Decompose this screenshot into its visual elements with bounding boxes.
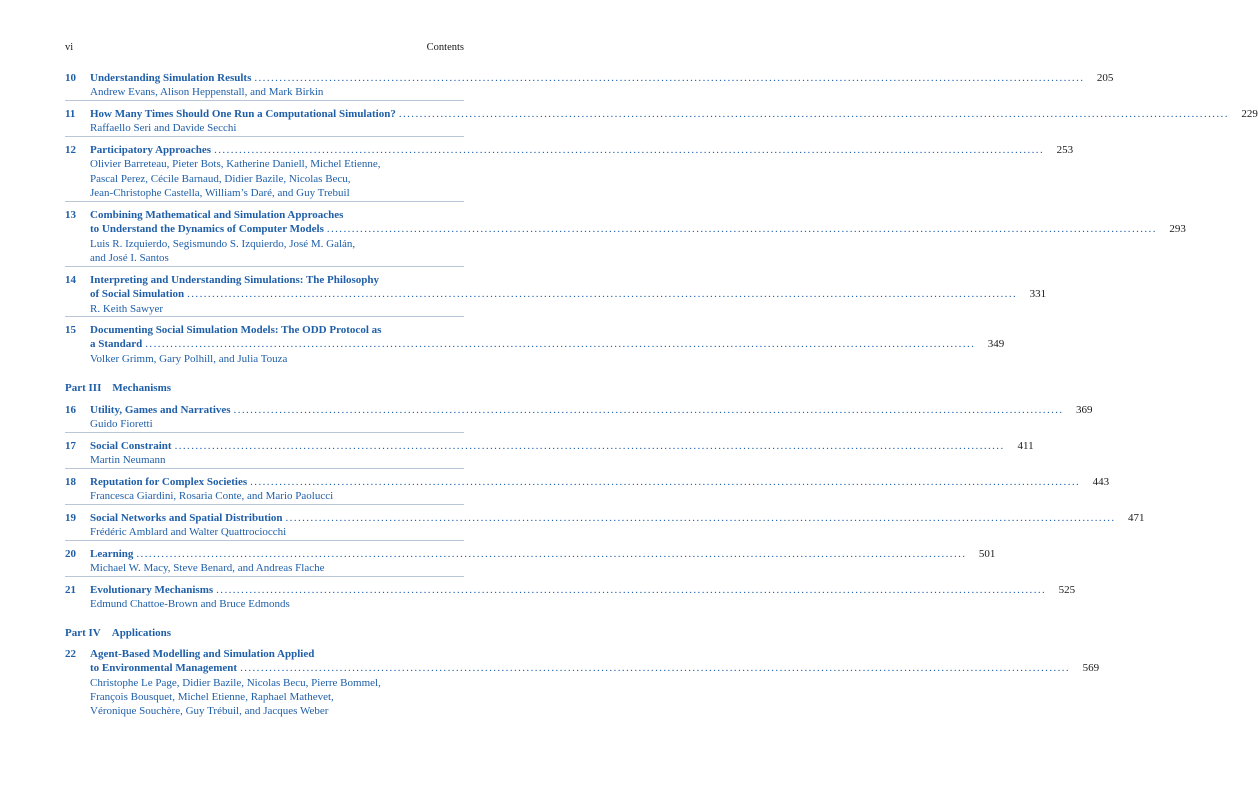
chapter-title-line [90,323,464,337]
dot-leader: ........................................................................................................................................................................................................ [216,584,1047,596]
chapter-title-line [90,547,996,561]
chapter-title-line [90,439,1034,453]
chapter-title[interactable]: Understanding Simulation Results [90,72,252,84]
chapter-title[interactable]: Learning [90,548,134,560]
chapter-title-line [90,337,1005,351]
chapter-title-line [90,273,464,287]
dot-leader: ........................................................................................................................................................................................................ [285,512,1116,524]
chapter-authors: Volker Grimm, Gary Polhill, and Julia Touza [90,352,288,365]
page-number[interactable]: 205 [1096,72,1114,84]
chapter-title[interactable]: to Environmental Management [90,662,238,675]
dot-leader: ........................................................................................................................................................................................................ [187,288,1018,301]
part-title: Applications [111,627,172,639]
chapter-body [90,71,1114,100]
chapter-authors: Francesca Giardini, Rosaria Conte, and Mario Paolucci [90,490,334,503]
entry-divider [65,100,464,101]
page-number[interactable]: 253 [1056,144,1074,156]
chapter-authors: Raffaello Seri and Davide Secchi [90,122,237,135]
entry-divider [65,540,464,541]
chapter-title-line [90,107,1258,121]
chapter-body [90,143,1074,200]
page-number[interactable]: 411 [1017,440,1034,452]
page-number[interactable]: 471 [1128,512,1145,524]
page-number: vi [65,42,74,53]
chapter-number: 20 [65,548,76,560]
chapter-title-line [90,71,1114,85]
page-number[interactable]: 369 [1076,404,1093,416]
page-number[interactable]: 501 [978,548,996,560]
chapter-title[interactable]: Reputation for Complex Societies [90,476,248,488]
chapter-title[interactable]: Social Networks and Spatial Distribution [90,512,283,524]
chapter-authors: Guido Fioretti [90,418,153,431]
chapter-body [90,273,1047,316]
chapter-title[interactable]: Combining Mathematical and Simulation Approaches [90,209,344,221]
chapter-body [90,403,1093,432]
dot-leader: ........................................................................................................................................................................................................ [145,338,976,351]
running-title: Contents [426,42,464,53]
page-number[interactable]: 443 [1092,476,1110,488]
part-heading[interactable] [65,627,171,639]
chapter-title-line [90,583,1076,597]
page-number[interactable]: 525 [1058,584,1076,596]
dot-leader: ........................................................................................................................................................................................................ [233,404,1064,416]
chapter-authors: Véronique Souchère, Guy Trébuil, and Jacques Weber [90,705,329,718]
chapter-number: 18 [65,476,76,488]
chapter-title-line [90,403,1093,417]
chapter-authors: Jean-Christophe Castella, William’s Daré, and Guy Trebuil [90,186,350,199]
chapter-number: 12 [65,144,76,156]
chapter-title[interactable]: How Many Times Should One Run a Computational Simulation? [90,108,396,120]
page-number[interactable]: 569 [1082,662,1100,675]
entry-divider [65,576,464,577]
part-label: Part III [65,382,102,394]
dot-leader: ........................................................................................................................................................................................................ [398,108,1229,120]
page-number[interactable]: 331 [1029,288,1047,301]
chapter-title-line [90,222,1186,236]
chapter-body [90,511,1145,540]
part-heading[interactable] [65,382,171,394]
chapter-title-line [90,661,1100,675]
chapter-number: 11 [65,108,76,120]
dot-leader: ........................................................................................................................................................................................................ [240,662,1071,675]
page-number[interactable]: 349 [987,338,1005,351]
chapter-body [90,439,1034,468]
chapter-title[interactable]: Social Constraint [90,440,172,452]
chapter-authors: Michael W. Macy, Steve Benard, and Andreas Flache [90,562,325,575]
running-header [65,42,464,56]
chapter-number: 19 [65,512,76,524]
dot-leader: ........................................................................................................................................................................................................ [174,440,1005,452]
chapter-authors: R. Keith Sawyer [90,302,164,315]
entry-divider [65,432,464,433]
chapter-body [90,107,1258,136]
chapter-title-line [90,143,1074,157]
chapter-title[interactable]: Evolutionary Mechanisms [90,584,214,596]
chapter-title-line [90,511,1145,525]
chapter-body [90,475,1110,504]
entry-divider [65,136,464,137]
chapter-title[interactable]: Utility, Games and Narratives [90,404,231,416]
part-label: Part IV [65,627,101,639]
chapter-authors: Andrew Evans, Alison Heppenstall, and Mark Birkin [90,86,324,99]
chapter-body [90,208,1186,265]
chapter-body [90,647,1100,718]
dot-leader: ........................................................................................................................................................................................................ [326,223,1157,236]
page-number[interactable]: 293 [1169,223,1186,236]
chapter-title[interactable]: to Understand the Dynamics of Computer Models [90,223,324,236]
chapter-number: 13 [65,209,76,221]
entry-divider [65,316,464,317]
chapter-title[interactable]: a Standard [90,338,143,351]
chapter-body [90,547,996,576]
chapter-number: 16 [65,404,76,416]
part-title: Mechanisms [112,382,172,394]
chapter-authors: Pascal Perez, Cécile Barnaud, Didier Bazile, Nicolas Becu, [90,172,351,185]
entry-divider [65,504,464,505]
dot-leader: ........................................................................................................................................................................................................ [214,144,1045,156]
chapter-number: 10 [65,72,76,84]
entry-divider [65,201,464,202]
chapter-authors: Frédéric Amblard and Walter Quattrociocchi [90,526,287,539]
chapter-authors: Martin Neumann [90,454,166,467]
entry-divider [65,266,464,267]
chapter-number: 17 [65,440,76,452]
chapter-body [90,323,1005,366]
dot-leader: ........................................................................................................................................................................................................ [136,548,967,560]
chapter-authors: Olivier Barreteau, Pieter Bots, Katherine Daniell, Michel Etienne, [90,158,381,171]
chapter-number: 21 [65,584,76,596]
chapter-title-line [90,208,464,222]
chapter-authors: Christophe Le Page, Didier Bazile, Nicolas Becu, Pierre Bommel, [90,676,381,689]
chapter-title[interactable]: Documenting Social Simulation Models: The ODD Protocol as [90,324,382,336]
chapter-title-line [90,647,464,661]
chapter-authors: Luis R. Izquierdo, Segismundo S. Izquierdo, José M. Galán, [90,237,356,250]
chapter-number: 22 [65,648,76,660]
chapter-title-line [90,475,1110,489]
chapter-title[interactable]: Participatory Approaches [90,144,212,156]
chapter-number: 14 [65,274,76,286]
entry-divider [65,468,464,469]
chapter-title[interactable]: Interpreting and Understanding Simulations: The Philosophy [90,274,380,286]
chapter-authors: François Bousquet, Michel Etienne, Raphael Mathevet, [90,690,334,703]
dot-leader: ........................................................................................................................................................................................................ [250,476,1081,488]
chapter-authors: and José I. Santos [90,251,169,264]
dot-leader: ........................................................................................................................................................................................................ [254,72,1085,84]
page-number[interactable]: 229 [1241,108,1258,120]
chapter-title-line [90,287,1047,301]
chapter-body [90,583,1076,612]
chapter-number: 15 [65,324,76,336]
chapter-authors: Edmund Chattoe-Brown and Bruce Edmonds [90,598,290,611]
chapter-title[interactable]: Agent-Based Modelling and Simulation Applied [90,648,315,660]
chapter-title[interactable]: of Social Simulation [90,288,185,301]
